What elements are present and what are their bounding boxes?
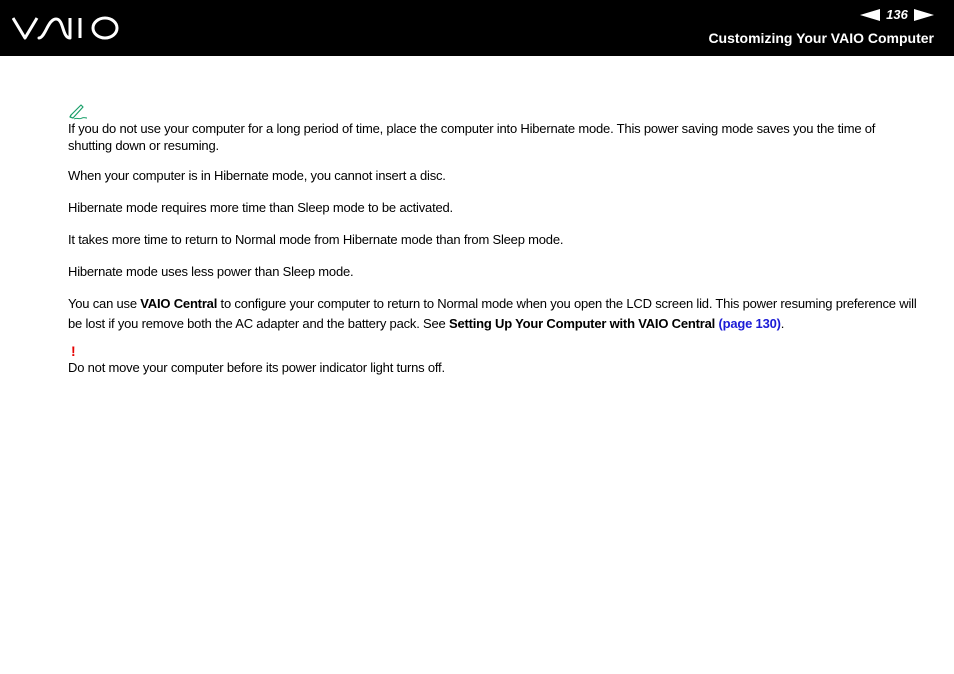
page-header [0,0,954,56]
vaio-central-text-1: You can use [68,296,141,311]
caution-text: Do not move your computer before its power indicator light turns off. [68,360,445,375]
caution-mark: ! [71,343,76,359]
paragraph-return-time: It takes more time to return to Normal mode from Hibernate mode than from Sleep mode. [68,232,564,247]
paragraph-vaio-central [68,294,918,334]
paragraph-activation-time: Hibernate mode requires more time than Sleep mode to be activated. [68,200,453,215]
note-text: If you do not use your computer for a long period of time, place the computer into Hibernate mode. This power saving mode saves you the time of shutting down or resuming. [68,121,876,153]
page-content [68,104,918,376]
paragraph-end-period: . [780,316,785,331]
paragraph-disc: When your computer is in Hibernate mode, you cannot insert a disc. [68,168,446,183]
section-title: Customizing Your VAIO Computer [708,30,934,46]
vaio-logo [12,14,120,42]
vaio-central-text-2: to configure your computer to return to Normal mode when you open the LCD screen lid. This power resuming preference will be lost if you remove both the AC adapter and the battery pack. See [68,296,917,331]
vaio-logo-icon [12,14,120,42]
setup-reference-bold: Setting Up Your Computer with VAIO Central [448,316,716,331]
previous-page-button[interactable] [860,9,880,21]
page-130-link[interactable]: (page 130) [718,316,781,331]
vaio-central-bold: VAIO Central [140,296,218,311]
triangle-right-arrow-icon [914,9,934,21]
next-page-button[interactable] [914,9,934,21]
paragraph-power-usage: Hibernate mode uses less power than Sleep mode. [68,264,354,279]
triangle-left-arrow-icon [860,9,880,21]
pencil-note-icon [68,104,88,120]
page-navigation [860,7,934,23]
page-number: 136 [886,7,908,22]
